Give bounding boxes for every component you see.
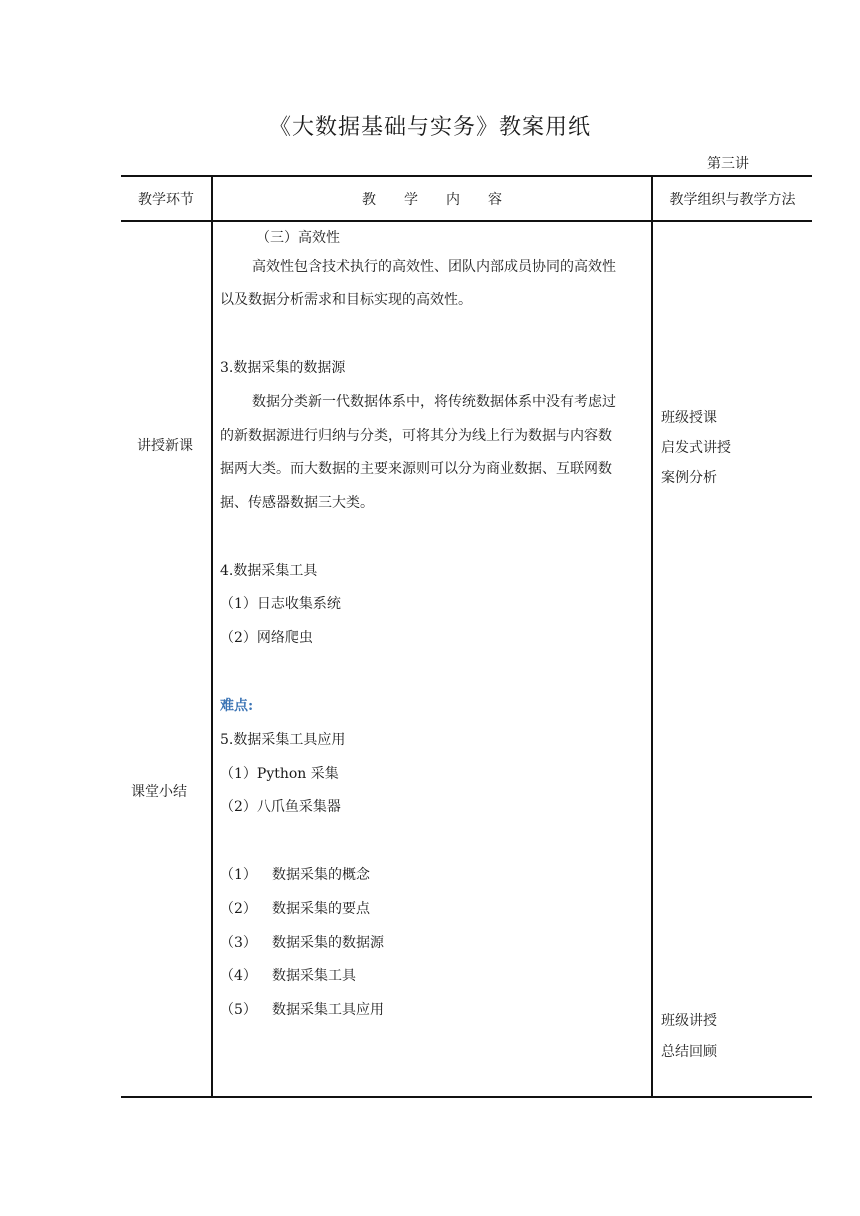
table-header-divider [121,220,812,222]
header-method: 教学组织与教学方法 [669,192,796,208]
lecture-number: 第三讲 [707,156,749,172]
summary-item-4-number: （4） [220,968,257,984]
header-content: 教 学 内 容 [362,192,502,208]
sources-paragraph-line-2: 的新数据源进行归纳与分类，可将其分为线上行为数据与内容数 [220,428,612,444]
apply-heading: 5.数据采集工具应用 [220,732,346,748]
tools-item-2: （2）网络爬虫 [220,630,313,646]
section-lecture-new: 讲授新课 [137,438,193,454]
method-lecture-3: 案例分析 [661,470,717,486]
summary-item-1-number: （1） [220,867,257,883]
section-summary: 课堂小结 [131,784,187,800]
summary-item-3-number: （3） [220,935,257,951]
header-section: 教学环节 [138,192,194,208]
method-summary-1: 班级讲授 [661,1013,717,1029]
tools-item-1: （1）日志收集系统 [220,596,341,612]
column-divider-right [651,176,653,1097]
page-title: 《大数据基础与实务》教案用纸 [268,115,591,140]
sources-paragraph-line-4: 据、传感器数据三大类。 [220,495,374,511]
table-top-border [121,175,812,177]
summary-item-5-text: 数据采集工具应用 [272,1002,384,1018]
method-lecture-2: 启发式讲授 [661,440,731,456]
efficiency-heading: （三）高效性 [256,230,340,246]
summary-item-2-number: （2） [220,901,257,917]
apply-item-1: （1）Python 采集 [220,766,339,782]
summary-item-5-number: （5） [220,1002,257,1018]
sources-paragraph-line-3: 据两大类。而大数据的主要来源则可以分为商业数据、互联网数 [220,461,612,477]
efficiency-paragraph-line-1: 高效性包含技术执行的高效性、团队内部成员协同的高效性 [252,259,616,275]
sources-heading: 3.数据采集的数据源 [220,360,346,376]
method-lecture-1: 班级授课 [661,410,717,426]
summary-item-2-text: 数据采集的要点 [272,901,370,917]
method-summary-2: 总结回顾 [661,1044,717,1060]
tools-heading: 4.数据采集工具 [220,563,318,579]
apply-item-2: （2）八爪鱼采集器 [220,799,341,815]
difficulty-label: 难点: [220,698,254,714]
summary-item-4-text: 数据采集工具 [272,968,356,984]
efficiency-paragraph-line-2: 以及数据分析需求和目标实现的高效性。 [220,292,472,308]
column-divider-left [211,176,213,1097]
table-bottom-border [121,1096,812,1098]
sources-paragraph-line-1: 数据分类新一代数据体系中，将传统数据体系中没有考虑过 [252,394,616,410]
summary-item-1-text: 数据采集的概念 [272,867,370,883]
summary-item-3-text: 数据采集的数据源 [272,935,384,951]
